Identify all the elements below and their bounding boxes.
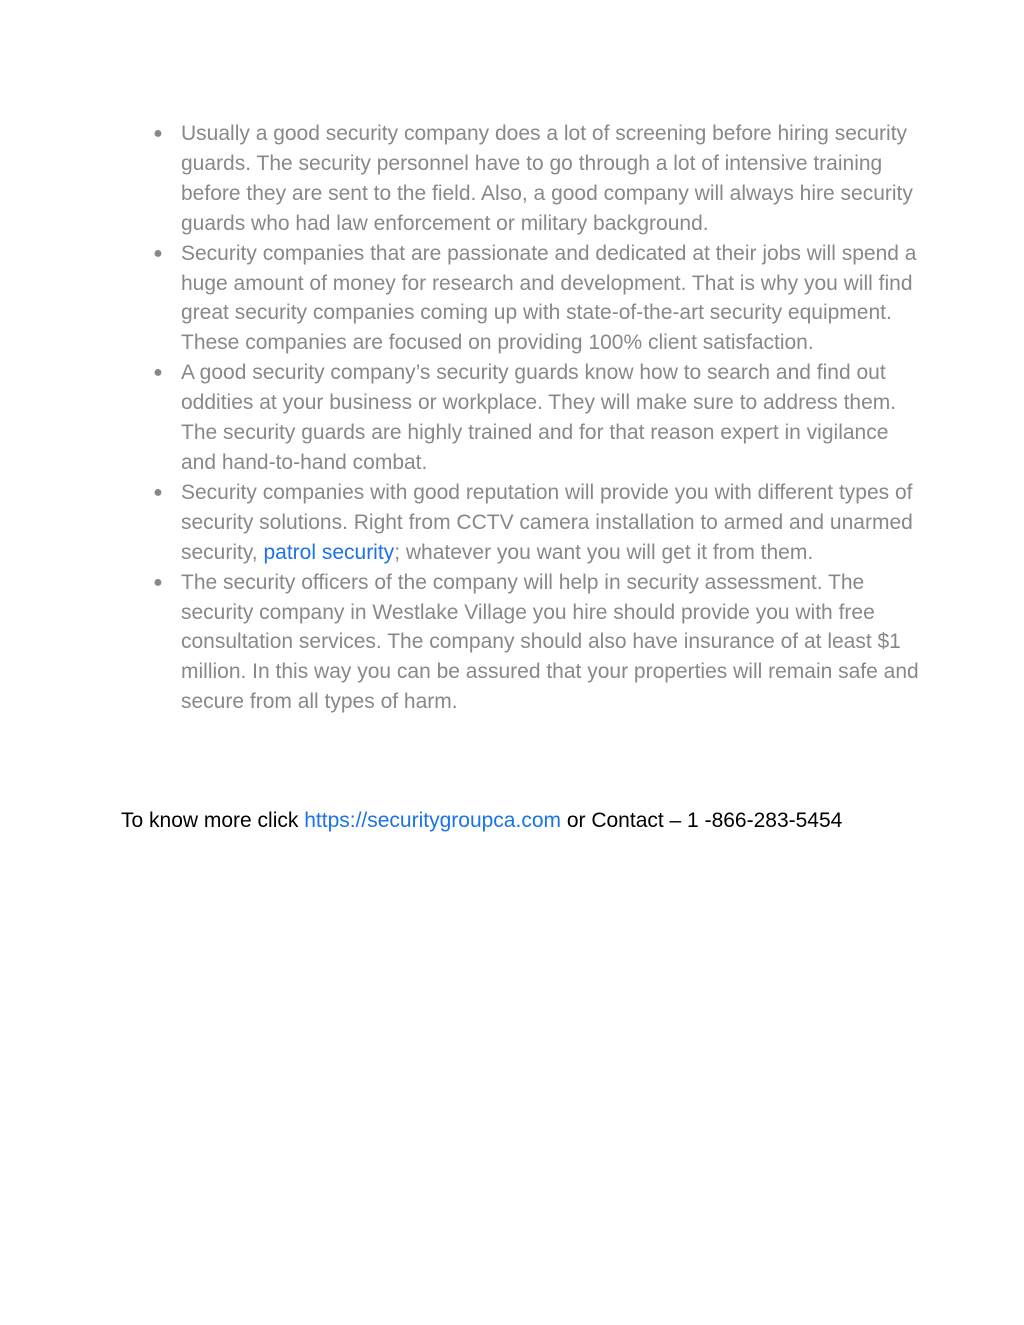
list-item-text: Usually a good security company does a lot of screening before hiring security guards. The security personnel have to go through a lot of intensive training before they are sent to the field. Also, a good company will always hire security guards who had law enforcement or military background.	[181, 122, 913, 235]
list-item-text-before-link: Security companies with good reputation will provide you with different types of security solutions. Right from CCTV camera installation to armed and unarmed security,	[181, 480, 913, 564]
list-item	[150, 478, 920, 568]
list-item-text-after-link: ; whatever you want you will get it from them.	[394, 540, 814, 564]
list-item	[150, 239, 920, 359]
contact-phone-text: or Contact – 1 -866-283-5454	[561, 809, 843, 832]
list-item-text: Security companies that are passionate and dedicated at their jobs will spend a huge amount of money for research and development. That is why you will find great security companies coming up with state-of-the-art security equipment. These companies are focused on providing 100% client satisfaction.	[181, 241, 917, 355]
list-item-text: A good security company’s security guards know how to search and find out oddities at your business or workplace. They will make sure to address them. The security guards are highly trained and for that reason expert in vigilance and hand-to-hand combat.	[181, 361, 897, 474]
contact-prefix: To know more click	[121, 809, 305, 832]
bullet-dot-icon: ●	[153, 364, 163, 382]
patrol-security-link[interactable]: patrol security	[263, 540, 395, 564]
list-item	[150, 568, 920, 718]
bullet-dot-icon: ●	[153, 125, 163, 142]
bullet-list	[150, 119, 920, 717]
list-item	[150, 358, 920, 478]
bullet-dot-icon: ●	[153, 244, 163, 262]
bullet-dot-icon: ●	[153, 483, 163, 501]
bullet-dot-icon: ●	[153, 573, 163, 591]
website-link[interactable]: https://securitygroupca.com	[304, 809, 561, 832]
list-item-text: The security officers of the company will help in security assessment. The security company in Westlake Village you hire should provide you with free consultation services. The company should also have insurance of at least $1 million. In this way you can be assured that your properties will remain safe and secure from all types of harm.	[181, 570, 919, 714]
list-item	[150, 119, 920, 239]
contact-line	[121, 806, 981, 836]
